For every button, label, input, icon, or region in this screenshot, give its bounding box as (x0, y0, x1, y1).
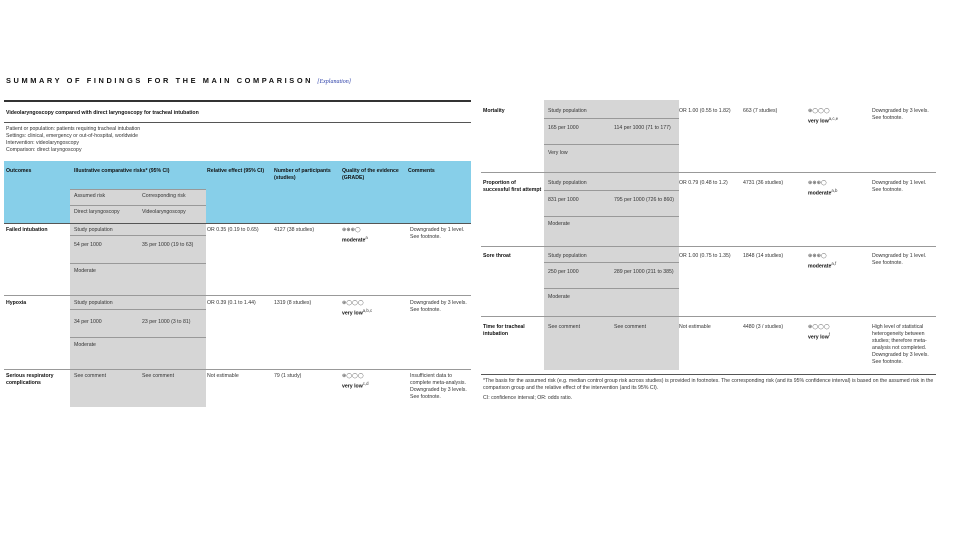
outcome-first-attempt: Proportion of successful first attempt (483, 180, 542, 193)
footnote-assumed-risk: *The basis for the assumed risk (e.g. median control group risk across studies) is provided in footnotes. The corresponding risk (and its 95% confidence interval) is based on the assumed risk in the comparison group and the relative effect of the intervention (and its 95% CI). (483, 378, 934, 391)
header-corresponding: Corresponding risk (142, 193, 186, 199)
header-quality: Quality of the evidence (GRADE) (342, 168, 399, 181)
assumed-risk: 165 per 1000 (548, 125, 579, 131)
relative-effect: OR 1.00 (0.55 to 1.82) (679, 108, 731, 114)
study-population: Study population (74, 300, 113, 306)
comments: Insufficient data to complete meta-analysis. Downgraded by 3 levels. See footnote. (410, 373, 467, 400)
header-risks: Illustrative comparative risks* (95% CI) (74, 168, 170, 174)
grade-cell (342, 373, 406, 391)
grade-label: moderate (808, 263, 832, 270)
explanation-link[interactable]: [Explanation] (317, 79, 352, 85)
assumed-risk: 34 per 1000 (74, 319, 102, 325)
comments: Downgraded by 3 levels. See footnote. (410, 300, 467, 313)
header-video: Videolaryngoscopy (142, 209, 186, 215)
participants: 4480 (3 / studies) (743, 324, 784, 330)
left-table (4, 100, 471, 407)
risk-level: Very low (548, 150, 568, 156)
divider (544, 262, 679, 263)
outcome-sore-throat: Sore throat (483, 253, 511, 259)
header-relative: Relative effect (95% CI) (207, 168, 265, 174)
sof-title-text: SUMMARY OF FINDINGS FOR THE MAIN COMPARISON (6, 76, 314, 85)
grade-label: very low (342, 383, 363, 390)
corresponding-risk: 114 per 1000 (71 to 177) (614, 125, 671, 131)
grade-label: moderate (342, 237, 366, 244)
comments: Downgraded by 1 level. See footnote. (872, 180, 927, 193)
grade-symbol: ⊕⊕⊕◯ (808, 180, 827, 186)
outcome-time-intubation: Time for tracheal intubation (483, 324, 525, 337)
comments: Downgraded by 1 level. See footnote. (410, 227, 465, 240)
participants: 4731 (36 studies) (743, 180, 784, 186)
corresponding-risk: 35 per 1000 (19 to 63) (142, 242, 194, 248)
divider (544, 288, 679, 289)
grade-label: very low (808, 334, 829, 341)
header-comments: Comments (408, 168, 435, 174)
relative-effect: Not estimable (679, 324, 711, 330)
relative-effect: OR 0.35 (0.19 to 0.65) (207, 227, 259, 233)
relative-effect: OR 0.39 (0.1 to 1.44) (207, 300, 256, 306)
grade-label: very low (342, 310, 363, 317)
assumed-risk: 831 per 1000 (548, 197, 579, 203)
grade-footnote-ref: a,b,c (362, 308, 373, 313)
header-participants: Number of participants (studies) (274, 168, 331, 181)
divider (544, 144, 679, 145)
relative-effect: OR 1.00 (0.75 to 1.35) (679, 253, 731, 259)
comparison-heading: Videolaryngoscopy compared with direct laryngoscopy for tracheal intubation (6, 110, 199, 116)
comparison-line: Comparison: direct laryngoscopy (6, 147, 82, 153)
corresponding-risk: See comment (614, 324, 647, 330)
participants: 1319 (8 studies) (274, 300, 312, 306)
grade-symbol: ⊕◯◯◯ (342, 300, 364, 306)
divider (70, 337, 206, 338)
grade-footnote-ref: a,f (831, 261, 837, 266)
divider (4, 295, 471, 296)
header-direct: Direct laryngoscopy (74, 209, 120, 215)
grade-label: very low (808, 118, 829, 125)
risk-level: Moderate (548, 221, 570, 227)
divider (544, 190, 679, 191)
divider (544, 118, 679, 119)
study-population: Study population (548, 253, 587, 259)
grade-footnote-ref: a,c,e (828, 116, 839, 121)
grade-footnote-ref: c,d (362, 381, 369, 386)
grade-cell (342, 227, 406, 245)
corresponding-risk: 795 per 1000 (726 to 860) (614, 197, 674, 203)
header-outcomes: Outcomes (6, 168, 32, 174)
header-assumed: Assumed risk (74, 193, 106, 199)
risk-header-band (70, 161, 206, 189)
study-population: Study population (548, 180, 587, 186)
divider (4, 369, 471, 370)
divider (481, 246, 936, 247)
divider (481, 172, 936, 173)
sof-title (6, 76, 351, 85)
divider (544, 216, 679, 217)
grade-label: moderate (808, 190, 832, 197)
comments: High level of statistical heterogeneity between studies; therefore meta-analysis not completed. Downgraded by 3 levels. See footnote. (872, 324, 929, 365)
outcome-failed-intubation: Failed intubation (6, 227, 48, 233)
grade-footnote-ref: f (828, 332, 830, 337)
divider (70, 235, 206, 236)
outcome-serious-respiratory: Serious respiratory complications (6, 373, 54, 386)
outcome-mortality: Mortality (483, 108, 505, 114)
grade-footnote-ref: a (365, 235, 368, 240)
assumed-risk: 250 per 1000 (548, 269, 579, 275)
corresponding-risk: 289 per 1000 (211 to 385) (614, 269, 674, 275)
corresponding-risk: 23 per 1000 (3 to 81) (142, 319, 191, 325)
right-table (481, 100, 936, 405)
study-population: Study population (74, 227, 113, 233)
risk-level: Moderate (74, 342, 96, 348)
patient-line: Patient or population: patients requiring tracheal intubation (6, 126, 141, 132)
risk-level: Moderate (74, 268, 96, 274)
participants: 663 (7 studies) (743, 108, 778, 114)
grade-symbol: ⊕⊕⊕◯ (808, 253, 827, 259)
grade-cell (808, 108, 870, 126)
intervention-line: Intervention: videolaryngoscopy (6, 140, 79, 146)
grade-symbol: ⊕⊕⊕◯ (342, 227, 361, 233)
comments: Downgraded by 3 levels. See footnote. (872, 108, 929, 121)
participants: 4127 (38 studies) (274, 227, 315, 233)
grade-cell (808, 324, 870, 342)
divider (4, 122, 471, 123)
outcome-hypoxia: Hypoxia (6, 300, 27, 306)
footnote-abbreviations: CI: confidence interval; OR: odds ratio. (483, 395, 573, 401)
grade-footnote-ref: a,b (831, 188, 838, 193)
settings-line: Settings: clinical, emergency or out-of-hospital, worldwide (6, 133, 139, 139)
divider (481, 374, 936, 375)
study-population: Study population (548, 108, 587, 114)
divider (4, 223, 471, 224)
divider (70, 205, 206, 206)
grade-symbol: ⊕◯◯◯ (808, 324, 830, 330)
divider (70, 189, 206, 190)
participants: 1848 (14 studies) (743, 253, 784, 259)
grade-cell (808, 180, 870, 198)
grade-symbol: ⊕◯◯◯ (808, 108, 830, 114)
relative-effect: OR 0.79 (0.48 to 1.2) (679, 180, 728, 186)
divider (70, 309, 206, 310)
divider (481, 316, 936, 317)
participants: 79 (1 study) (274, 373, 302, 379)
assumed-risk: See comment (548, 324, 581, 330)
assumed-risk: See comment (74, 373, 107, 379)
corresponding-risk: See comment (142, 373, 175, 379)
assumed-risk: 54 per 1000 (74, 242, 102, 248)
grade-cell (808, 253, 870, 271)
grade-cell (342, 300, 406, 318)
divider (70, 263, 206, 264)
grade-symbol: ⊕◯◯◯ (342, 373, 364, 379)
risk-level: Moderate (548, 294, 570, 300)
comments: Downgraded by 1 level. See footnote. (872, 253, 927, 266)
relative-effect: Not estimable (207, 373, 239, 379)
